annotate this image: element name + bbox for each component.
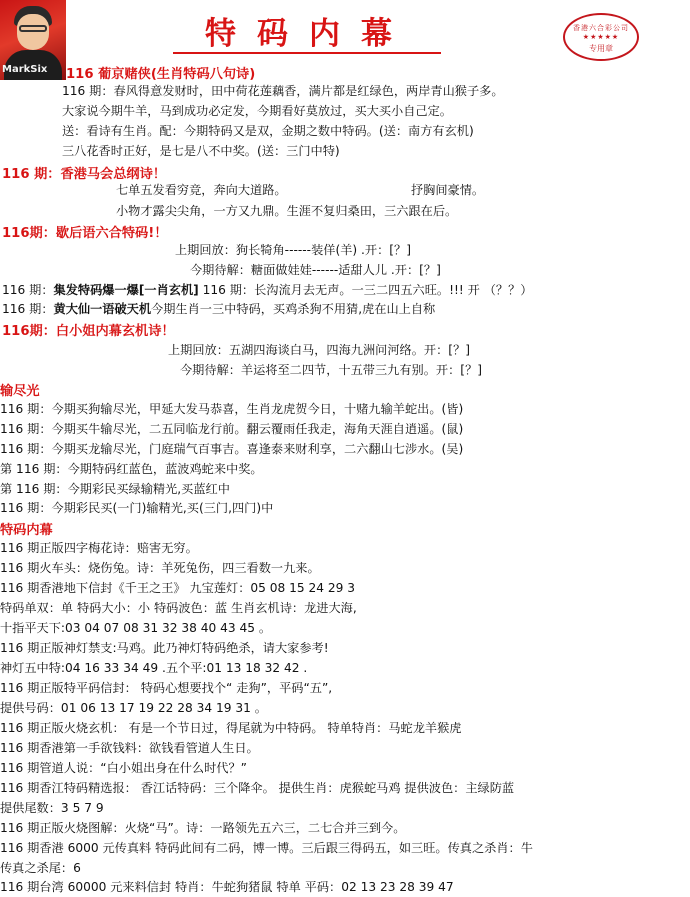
s3-line-4-rest: 今期生肖一三中特码，买鸡杀狗不用猜,虎在山上自称 [151, 302, 436, 316]
s5-line-5: 第 116 期：今期彩民买绿输精光,买蓝红中 [0, 482, 230, 496]
s4-line-1: 上期回放：五湖四海谈白马，四海九洲问河络。开：[？] [168, 343, 471, 357]
s6-line: 116 期香港 6000 元传真料 特码此间有二码，博一博。三后跟三得码五，如三旺。传真之杀肖：牛 [0, 841, 533, 855]
seal-bottom-text: 专用章 [589, 44, 613, 53]
s3-line-2: 今期待解：糖面做娃娃------适甜人儿 .开：[？] [190, 263, 441, 277]
section-title-poem-8: 116 葡京赌侠(生肖特码八句诗) [66, 67, 256, 82]
s6-line: 十指平天下:03 04 07 08 31 32 38 40 43 45 。 [0, 621, 272, 635]
s3-line-3-prefix: 116 期： [2, 283, 54, 297]
s3-line-4 [2, 301, 435, 317]
s5-line-2: 116 期：今期买牛输尽光，二五同临龙行前。翻云覆雨任我走，海角天涯自逍遥。(鼠) [0, 422, 464, 436]
section-title-idioms: 116期：歇后语六合特码!！ [2, 226, 168, 241]
s6-line: 116 期正版火烧图解：火烧“马”。诗：一路领先五六三，二七合并三到今。 [0, 821, 406, 835]
s6-line: 提供尾数：3 5 7 9 [0, 801, 104, 815]
s6-line: 神灯五中特:04 16 33 34 49 .五个平:01 13 18 32 42 . [0, 661, 308, 675]
section-title-bai-xiaojie: 116期：白小姐内幕玄机诗！ [2, 324, 175, 339]
avatar-watermark: MarkSix [2, 64, 48, 75]
s3-line-4-prefix: 116 期： [2, 302, 54, 316]
s3-line-1: 上期回放：狗长犄角------装佯(羊) .开：[？] [175, 243, 411, 257]
avatar-glasses [19, 25, 47, 32]
s6-line: 116 期香港地下信封《千王之王》 九宝莲灯：05 08 15 24 29 3 [0, 581, 356, 595]
avatar-face [17, 14, 49, 50]
s5-line-1: 116 期：今期买狗输尽光，甲延大发马恭喜，生肖龙虎贺今日，十赌九输羊蛇出。(皆) [0, 402, 464, 416]
seal-stars: ★★★★★ [582, 33, 620, 41]
s5-line-6: 116 期：今期彩民买(一门)输精光,买(三门,四门)中 [0, 501, 274, 515]
s6-line: 116 期火车头：烧伤兔。诗：羊死兔伤，四三看数一九来。 [0, 561, 320, 575]
s6-line: 116 期正版火烧玄机： 有是一个节日过，得尾就为中特码。 特单特肖：马蛇龙羊猴虎 [0, 721, 462, 735]
s6-line: 116 期正版四字梅花诗：赔害无穷。 [0, 541, 198, 555]
s4-line-2: 今期待解：羊运将至二四节，十五带三九有别。开：[？] [180, 363, 483, 377]
s6-line: 116 期正版神灯禁支:马鸡。此乃神灯特码绝杀，请大家参考! [0, 641, 329, 655]
section-title-general-poem: 116 期：香港马会总纲诗！ [2, 167, 166, 182]
s6-line: 116 期管道人说：“白小姐出身在什么时代？” [0, 761, 247, 775]
s6-line: 116 期台湾 60000 元来料信封 特肖：牛蛇狗猪鼠 特单 平码：02 13 23 28 39 47 [0, 880, 454, 894]
s6-line: 传真之杀尾：6 [0, 861, 81, 875]
s3-line-3 [2, 282, 532, 298]
s5-line-3: 116 期：今期买龙输尽光，门庭瑞气百事吉。喜逢泰来财利享，二六翻山七涉水。(吴) [0, 442, 464, 456]
avatar-photo [0, 0, 66, 80]
seal-top-text: 香港六合彩公司 [573, 24, 629, 32]
s6-line: 116 期香港第一手欲钱料：欲钱看管道人生日。 [0, 741, 259, 755]
section-title-lose-all: 输尽光 [0, 384, 40, 399]
s6-line: 116 期香江特码精选报： 香江话特码：三个降伞。 提供生肖：虎猴蛇马鸡 提供波色：主绿防蓝 [0, 781, 515, 795]
s6-line: 特码单双：单 特码大小：小 特码波色：蓝 生肖玄机诗：龙进大海, [0, 601, 357, 615]
s1-line-2: 大家说今期牛羊，马到成功必定发，今期看好莫放过，买大买小自己定。 [62, 104, 452, 118]
s6-line: 116 期正版特平码信封： 特码心想要找个“ 走狗”，平码“五”, [0, 681, 333, 695]
company-seal-stamp [563, 13, 639, 61]
section-title-inside-info: 特码内幕 [0, 523, 53, 538]
title-underline [173, 52, 441, 54]
page-title: 特码内幕 [205, 16, 413, 52]
s3-line-3-rest: 116 期：长沟流月去无声。一三二四五六旺。!!! 开 （？？） [198, 283, 533, 297]
s2-line-1a: 七单五发看穷竞，奔向大道路。 [116, 183, 287, 197]
s2-line-1b: 抒胸间豪情。 [411, 183, 485, 197]
s5-line-4: 第 116 期：今期特码红蓝色，蓝波鸡蛇来中奖。 [0, 462, 263, 476]
s2-line-2: 小物才露尖尖角，一方又九鼎。生涯不复归桑田，三六跟在后。 [116, 204, 458, 218]
s1-line-1: 116 期：春风得意发财时，田中荷花莲藕香，满片都是红绿色，两岸青山猴子多。 [62, 84, 504, 98]
s1-line-3: 送：看诗有生肖。配：今期特码又是双，金期之数中特码。(送：南方有玄机) [62, 124, 474, 138]
s1-line-4: 三八花香时正好，是七是八不中奖。(送：三门中特) [62, 144, 340, 158]
s6-line: 提供号码：01 06 13 17 19 22 28 34 19 31 。 [0, 701, 267, 715]
s3-line-4-bold: 黄大仙一语破天机 [53, 302, 152, 316]
s3-line-3-bold: 集发特码爆一爆[一肖玄机] [53, 283, 199, 297]
